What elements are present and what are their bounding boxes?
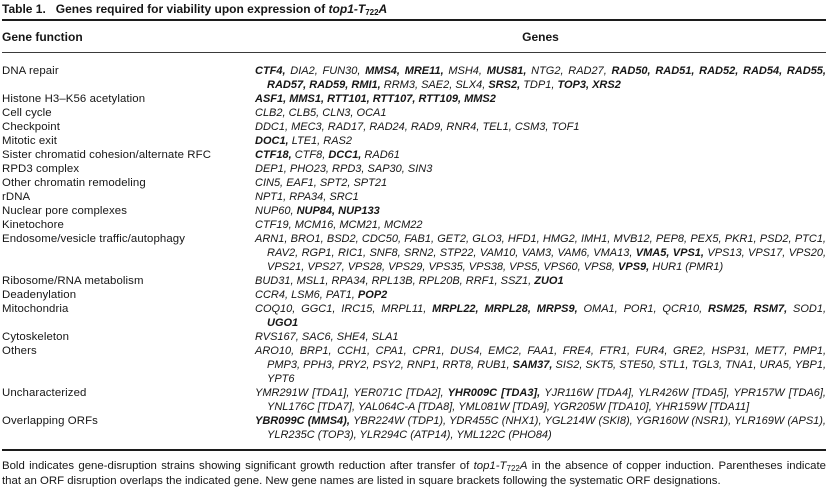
gene-name-italic: top1-T	[473, 460, 507, 472]
gene-name: VPS8,	[583, 261, 619, 273]
gene-name: VPS20,	[788, 247, 827, 259]
gene-name: RAS2	[323, 135, 353, 147]
genes-cell	[255, 274, 826, 288]
gene-name: DCC1,	[328, 149, 365, 161]
gene-name: MCM16,	[294, 219, 340, 231]
gene-function-cell: Others	[2, 345, 37, 357]
gene-name: PTC1,	[794, 233, 826, 245]
gene-name: RTT109,	[418, 93, 465, 105]
gene-name: MEC3,	[291, 121, 328, 133]
gene-name: VPS35,	[428, 261, 469, 273]
table-row	[2, 218, 826, 232]
gene-name: RNR4,	[446, 121, 483, 133]
gene-name: RPD3,	[332, 163, 368, 175]
gene-name: YDR455C (NHX1),	[449, 415, 545, 427]
gene-name: RAD50,	[611, 65, 656, 77]
gene-name: HFD1,	[507, 233, 543, 245]
gene-name: VPS60,	[543, 261, 584, 273]
gene-name: YHR009C [TDA3],	[447, 387, 545, 399]
column-header-genes: Genes	[522, 30, 559, 44]
gene-name: SNF8,	[369, 247, 404, 259]
gene-name: RAD24,	[369, 121, 411, 133]
gene-name: RGP1,	[301, 247, 338, 259]
gene-name: CIN5,	[255, 177, 287, 189]
gene-name: YBP1,	[794, 359, 827, 371]
table-row	[2, 302, 826, 330]
genes-cell	[255, 288, 826, 302]
gene-name: MRPL28,	[484, 303, 537, 315]
gene-name: SSZ1,	[500, 275, 535, 287]
gene-name: YER071C [TDA2],	[353, 387, 448, 399]
gene-name: MVB12,	[613, 233, 656, 245]
gene-name: POR1,	[623, 303, 663, 315]
gene-name: RAD27,	[568, 65, 612, 77]
gene-name: STL1,	[659, 359, 692, 371]
gene-name: TEL1,	[482, 121, 515, 133]
table-row	[2, 120, 826, 134]
gene-name: RTT101,	[327, 93, 373, 105]
gene-name: STP22,	[439, 247, 480, 259]
gene-name: EMC2,	[488, 345, 528, 357]
gene-name: DDC1,	[255, 121, 292, 133]
genes-cell	[255, 302, 826, 330]
table-row	[2, 148, 826, 162]
gene-function-cell: Mitotic exit	[2, 135, 57, 147]
gene-name: RAD59,	[309, 79, 352, 91]
gene-name: NUP84,	[296, 205, 339, 217]
gene-name: YMR291W [TDA1],	[255, 387, 354, 399]
gene-name: RUB1,	[477, 359, 513, 371]
gene-name: VPS38,	[468, 261, 510, 273]
gene-name: VPS9,	[618, 261, 653, 273]
gene-name: GGC1,	[301, 303, 342, 315]
gene-name: PEP8,	[655, 233, 691, 245]
gene-name: SAC6,	[301, 331, 337, 343]
gene-name: MUS81,	[486, 65, 532, 77]
table-row	[2, 288, 826, 302]
table-row	[2, 64, 826, 92]
gene-name: SAE2,	[421, 79, 456, 91]
gene-name: FRE4,	[562, 345, 600, 357]
gene-name: HMG2,	[542, 233, 581, 245]
gene-name: PEX5,	[690, 233, 725, 245]
gene-name: PAT1,	[325, 289, 358, 301]
genes-cell	[255, 218, 826, 232]
gene-name: SHE4,	[336, 331, 372, 343]
gene-function-cell: Deadenylation	[2, 289, 77, 301]
gene-name: PHO23,	[289, 163, 333, 175]
gene-name: TGL3,	[691, 359, 726, 371]
gene-name: SLA1	[371, 331, 399, 343]
footnote-text: in the absence of copper induction. Parentheses indicate that an ORF disruption overlaps the indicated gene. New gene names are listed in square brackets following the systematic ORF designations.	[2, 460, 826, 487]
genes-cell	[255, 92, 826, 106]
gene-name: EAF1,	[286, 177, 320, 189]
gene-name: YLR169W (APS1),	[734, 415, 826, 427]
gene-name: MET7,	[755, 345, 793, 357]
gene-name: PPH3,	[303, 359, 339, 371]
gene-function-cell: RPD3 complex	[2, 163, 80, 175]
gene-function-cell: Endosome/vesicle traffic/autophagy	[2, 233, 186, 245]
gene-name: YBR224W (TDP1),	[353, 415, 450, 427]
gene-name: CPR1,	[412, 345, 451, 357]
table-row	[2, 134, 826, 148]
gene-name: TOF1	[551, 121, 580, 133]
gene-name: NPT1,	[255, 191, 290, 203]
gene-name: BUD31,	[255, 275, 297, 287]
table-number-label: Table 1.	[2, 2, 46, 16]
footnote-text: Bold indicates gene-disruption strains showing significant growth reduction after transfer of	[2, 460, 474, 472]
gene-name: FUN30,	[322, 65, 366, 77]
gene-function-cell: Cell cycle	[2, 107, 52, 119]
gene-name-italic: A	[519, 460, 528, 472]
gene-name: YGL214W (SKI8),	[544, 415, 636, 427]
gene-name: HSP31,	[711, 345, 756, 357]
gene-name: YAL064C-A [TDA8],	[357, 401, 459, 413]
gene-name: RAD9,	[410, 121, 447, 133]
gene-name: FTR1,	[599, 345, 636, 357]
gene-name: MCM22	[383, 219, 423, 231]
gene-name: BSD2,	[326, 233, 362, 245]
gene-name: LSM6,	[291, 289, 326, 301]
gene-name: MMS1,	[289, 93, 328, 105]
genes-cell	[255, 232, 826, 274]
table-row	[2, 176, 826, 190]
gene-function-cell: Histone H3–K56 acetylation	[2, 93, 146, 105]
gene-name: DEP1,	[255, 163, 290, 175]
gene-name: CLB5,	[288, 107, 323, 119]
gene-name: IRC15,	[341, 303, 382, 315]
gene-name: PSY2,	[372, 359, 407, 371]
gene-name: QCR10,	[662, 303, 708, 315]
gene-name: VPS13,	[707, 247, 749, 259]
gene-name: XRS2	[592, 79, 621, 91]
table-row	[2, 330, 826, 344]
gene-name: CLB2,	[255, 107, 289, 119]
genes-cell	[255, 330, 826, 344]
gene-name: YGR160W (NSR1),	[635, 415, 735, 427]
gene-name: OMA1,	[583, 303, 624, 315]
gene-name: CLN3,	[322, 107, 357, 119]
genes-cell	[255, 204, 826, 218]
gene-name: RAD54,	[743, 65, 787, 77]
gene-name: MCM21,	[339, 219, 384, 231]
genes-cell	[255, 120, 826, 134]
gene-name: YLR426W [TDA5],	[638, 387, 734, 399]
gene-name: SRC1	[329, 191, 359, 203]
gene-name: PMP1,	[793, 345, 827, 357]
gene-name: FAB1,	[404, 233, 438, 245]
gene-name: CTF19,	[255, 219, 295, 231]
gene-function-cell: Checkpoint	[2, 121, 60, 133]
gene-name: RPL13B,	[371, 275, 419, 287]
gene-function-cell: Uncharacterized	[2, 387, 87, 399]
gene-name: YGR205W [TDA10],	[552, 401, 655, 413]
gene-name: URA5,	[759, 359, 795, 371]
genes-cell	[255, 414, 826, 442]
genes-cell	[255, 134, 826, 148]
gene-name: SAP30,	[367, 163, 408, 175]
gene-name: SPT21	[353, 177, 388, 189]
gene-name: ASF1,	[255, 93, 290, 105]
gene-name: RPA34,	[331, 275, 372, 287]
gene-name: RVS167,	[255, 331, 302, 343]
gene-name: TDP1,	[523, 79, 558, 91]
gene-name: YLR235C (TOP3),	[267, 429, 360, 441]
gene-function-cell: DNA repair	[2, 65, 59, 77]
gene-name: MMS2	[464, 93, 496, 105]
gene-name: SKT5,	[585, 359, 620, 371]
table-body	[2, 53, 826, 449]
gene-name: CTF18,	[255, 149, 295, 161]
gene-name: PMP3,	[267, 359, 304, 371]
gene-function-cell: Cytoskeleton	[2, 331, 70, 343]
gene-name: BRO1,	[290, 233, 327, 245]
gene-function-cell: Ribosome/RNA metabolism	[2, 275, 144, 287]
gene-function-cell: Kinetochore	[2, 219, 64, 231]
table-row	[2, 106, 826, 120]
gene-name: YLR294C (ATP14),	[359, 429, 457, 441]
gene-function-cell: Sister chromatid cohesion/alternate RFC	[2, 149, 212, 161]
gene-name: RAV2,	[267, 247, 302, 259]
genes-cell	[255, 344, 826, 386]
genes-cell	[255, 64, 826, 92]
gene-name: YBR099C (MMS4),	[255, 415, 354, 427]
gene-function-cell: Nuclear pore complexes	[2, 205, 128, 217]
gene-name: RNP1,	[406, 359, 443, 371]
gene-name: RAD17,	[327, 121, 370, 133]
gene-name: RRM3,	[383, 79, 422, 91]
gene-name: RAD55,	[786, 65, 826, 77]
gene-name: UGO1	[267, 317, 299, 329]
table-title	[2, 2, 826, 19]
table-title-text: Genes required for viability upon expression of	[55, 2, 329, 16]
gene-name: VPS17,	[748, 247, 789, 259]
gene-subscript: 722	[506, 464, 520, 473]
gene-name: MRPS9,	[536, 303, 584, 315]
gene-function-cell: Mitochondria	[2, 303, 69, 315]
gene-name: SRN2,	[404, 247, 440, 259]
gene-name-italic: top1-T	[328, 2, 366, 16]
gene-name: VPS27,	[307, 261, 348, 273]
gene-name: ARN1,	[255, 233, 291, 245]
gene-name: POP2	[357, 289, 388, 301]
gene-name: SOD1,	[792, 303, 826, 315]
gene-name: YJR116W [TDA4],	[544, 387, 639, 399]
gene-name: GET2,	[437, 233, 473, 245]
gene-name: RSM25,	[707, 303, 754, 315]
gene-name: VPS1,	[672, 247, 708, 259]
gene-name: YPR157W [TDA6],	[733, 387, 826, 399]
gene-name: RPL20B,	[418, 275, 466, 287]
gene-name: RSM7,	[753, 303, 793, 315]
gene-name: MRPL11,	[381, 303, 433, 315]
gene-name: TOP3,	[557, 79, 593, 91]
gene-name: OCA1	[356, 107, 387, 119]
table-row	[2, 274, 826, 288]
table-row	[2, 344, 826, 386]
gene-name: DIA2,	[290, 65, 323, 77]
gene-name: NUP133	[338, 205, 380, 217]
gene-name: VAM10,	[479, 247, 522, 259]
gene-name: NTG2,	[531, 65, 569, 77]
gene-name: SLX4,	[455, 79, 489, 91]
gene-name: MMS4,	[365, 65, 405, 77]
table-header-row	[2, 21, 826, 52]
gene-name: RRT8,	[442, 359, 478, 371]
gene-name: PRY2,	[338, 359, 373, 371]
column-header-gene-function: Gene function	[2, 30, 83, 44]
gene-name: RMI1,	[351, 79, 384, 91]
gene-name: YPT6	[267, 373, 295, 385]
genes-cell	[255, 190, 826, 204]
gene-name: LTE1,	[291, 135, 324, 147]
gene-name: FAA1,	[527, 345, 563, 357]
table-row	[2, 414, 826, 442]
table-footnote	[2, 451, 826, 489]
gene-function-cell: rDNA	[2, 191, 31, 203]
gene-name-italic: A	[378, 2, 388, 16]
gene-name: SPT2,	[319, 177, 354, 189]
gene-name: YNL176C [TDA7],	[267, 401, 358, 413]
gene-name: RAD57,	[267, 79, 310, 91]
gene-name: VMA13,	[593, 247, 636, 259]
genes-cell	[255, 176, 826, 190]
gene-name: GLO3,	[472, 233, 508, 245]
gene-name: VPS29,	[388, 261, 429, 273]
gene-name: NUP60,	[255, 205, 297, 217]
gene-name: YHR159W [TDA11]	[654, 401, 750, 413]
gene-name: CDC50,	[361, 233, 405, 245]
gene-name: CTF4,	[255, 65, 291, 77]
table-row	[2, 92, 826, 106]
gene-name: MRE11,	[404, 65, 449, 77]
gene-name: COQ10,	[255, 303, 302, 315]
gene-name: TNA1,	[725, 359, 760, 371]
table-row	[2, 232, 826, 274]
table-row	[2, 386, 826, 414]
gene-name: HUR1 (PMR1)	[652, 261, 724, 273]
gene-name: RAD52,	[699, 65, 744, 77]
table-row	[2, 190, 826, 204]
gene-name: CTF8,	[294, 149, 329, 161]
gene-name: CCH1,	[337, 345, 376, 357]
genes-cell	[255, 106, 826, 120]
gene-name: SIS2,	[555, 359, 586, 371]
gene-name: RPA34,	[289, 191, 330, 203]
gene-name: MRPL22,	[432, 303, 485, 315]
gene-name: DUS4,	[450, 345, 489, 357]
gene-name: RAD61	[364, 149, 400, 161]
gene-subscript: 722	[365, 8, 379, 17]
genes-cell	[255, 162, 826, 176]
gene-name: CCR4,	[255, 289, 292, 301]
genes-cell	[255, 386, 826, 414]
gene-name: YML122C (PHO84)	[456, 429, 552, 441]
gene-name: PSD2,	[759, 233, 795, 245]
gene-function-cell: Other chromatin remodeling	[2, 177, 146, 189]
gene-name: SRS2,	[488, 79, 524, 91]
gene-name: VAM6,	[557, 247, 594, 259]
table-row	[2, 162, 826, 176]
gene-name: IMH1,	[580, 233, 614, 245]
gene-name: SIN3	[407, 163, 433, 175]
gene-name: VPS5,	[509, 261, 544, 273]
table-row	[2, 204, 826, 218]
gene-name: RTT107,	[372, 93, 419, 105]
gene-name: RRF1,	[465, 275, 501, 287]
gene-name: MSH4,	[448, 65, 487, 77]
gene-name: SAM37,	[512, 359, 556, 371]
gene-name: ZUO1	[534, 275, 564, 287]
gene-name: VMA5,	[635, 247, 673, 259]
gene-name: RIC1,	[337, 247, 370, 259]
gene-name: CPA1,	[375, 345, 413, 357]
gene-name: DOC1,	[255, 135, 292, 147]
gene-name: MSL1,	[296, 275, 332, 287]
gene-name: VPS28,	[347, 261, 389, 273]
gene-name: PKR1,	[724, 233, 760, 245]
gene-function-cell: Overlapping ORFs	[2, 415, 98, 427]
gene-name: VPS21,	[267, 261, 308, 273]
genes-cell	[255, 148, 826, 162]
gene-name: STE50,	[619, 359, 660, 371]
gene-name: FUR4,	[635, 345, 673, 357]
gene-name: RAD51,	[655, 65, 700, 77]
gene-name: ARO10,	[255, 345, 300, 357]
gene-name: GRE2,	[672, 345, 712, 357]
gene-name: BRP1,	[299, 345, 338, 357]
gene-name: YML081W [TDA9],	[458, 401, 553, 413]
gene-name: CSM3,	[514, 121, 552, 133]
gene-name: VAM3,	[521, 247, 558, 259]
